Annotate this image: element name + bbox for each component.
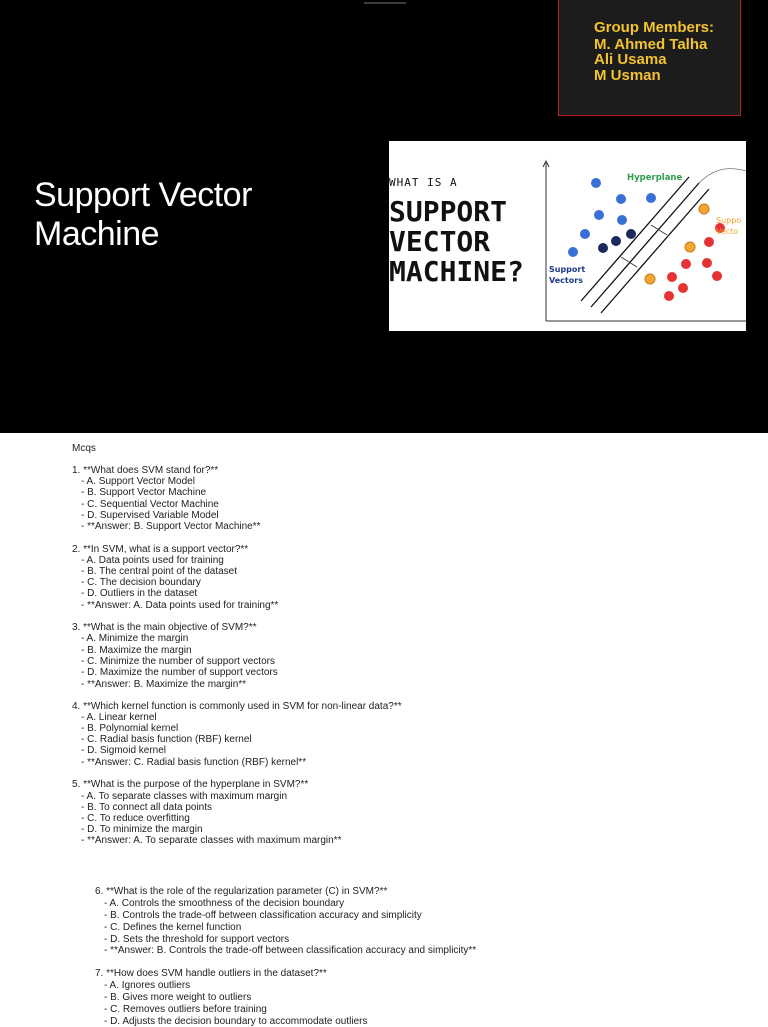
blue-point (617, 215, 627, 225)
orange-point (699, 204, 709, 214)
option-text: - B. Support Vector Machine (81, 487, 207, 498)
members-heading: Group Members: (594, 19, 715, 36)
option-text: - C. Minimize the number of support vectors (81, 656, 275, 667)
margin-arrow (621, 257, 637, 267)
option-text: - A. Support Vector Model (81, 476, 195, 487)
headline-line: SUPPORT (389, 195, 508, 228)
headline-line: VECTOR (389, 225, 491, 258)
option-text: - A. Minimize the margin (81, 633, 189, 644)
option-text: - D. Outliers in the dataset (81, 588, 198, 599)
blue-point (580, 229, 590, 239)
member-name: Ali Usama (594, 51, 667, 68)
answer-text: - **Answer: A. To separate classes with maximum margin** (81, 835, 342, 846)
option-text: - D. Maximize the number of support vectors (81, 667, 278, 678)
slide-title-line: Machine (34, 215, 160, 253)
question-text: 4. **Which kernel function is commonly used in SVM for non-linear data?** (72, 701, 402, 712)
blue-point (616, 194, 626, 204)
option-text: - C. To reduce overfitting (81, 813, 190, 824)
question-text: 6. **What is the role of the regularization parameter (C) in SVM?** (95, 886, 388, 897)
option-text: - D. Adjusts the decision boundary to accommodate outliers (104, 1016, 368, 1027)
svm-illustration (389, 141, 746, 331)
member-name: M Usman (594, 67, 661, 84)
option-text: - C. Removes outliers before training (104, 1004, 267, 1015)
blue-point (568, 247, 578, 257)
answer-text: - **Answer: A. Data points used for training** (81, 600, 279, 611)
support-vector-point (598, 243, 608, 253)
option-text: - A. Data points used for training (81, 555, 224, 566)
question-text: 2. **In SVM, what is a support vector?** (72, 544, 249, 555)
orange-point (685, 242, 695, 252)
red-point (678, 283, 688, 293)
doc-heading: Mcqs (72, 443, 96, 454)
answer-text: - **Answer: C. Radial basis function (RBF) kernel** (81, 757, 307, 768)
orange-point (645, 274, 655, 284)
red-point (712, 271, 722, 281)
support-vectors-label-right: Suppo (716, 216, 742, 225)
option-text: - D. To minimize the margin (81, 824, 203, 835)
option-text: - C. Defines the kernel function (104, 922, 242, 933)
support-vectors-label: Vectors (549, 276, 583, 285)
option-text: - D. Sets the threshold for support vectors (104, 934, 290, 945)
slide-title (34, 176, 252, 254)
top-mark (364, 2, 406, 4)
mcq-document (0, 433, 768, 1027)
option-text: - C. Radial basis function (RBF) kernel (81, 734, 252, 745)
support-vectors-label: Support (549, 265, 586, 274)
option-text: - B. To connect all data points (81, 802, 213, 813)
question-text: 5. **What is the purpose of the hyperplane in SVM?** (72, 779, 309, 790)
question-text: 7. **How does SVM handle outliers in the dataset?** (95, 968, 327, 979)
answer-text: - **Answer: B. Controls the trade-off between classification accuracy and simplicity** (104, 945, 477, 956)
margin-line (581, 177, 689, 301)
blue-point (591, 178, 601, 188)
blue-point (646, 193, 656, 203)
hyperplane-label: Hyperplane (627, 173, 683, 183)
option-text: - A. Ignores outliers (104, 980, 191, 991)
option-text: - C. Sequential Vector Machine (81, 499, 219, 510)
option-text: - B. The central point of the dataset (81, 566, 238, 577)
member-name: M. Ahmed Talha (594, 36, 708, 53)
support-vector-point (611, 236, 621, 246)
headline-line: MACHINE? (389, 255, 524, 288)
red-point (664, 291, 674, 301)
support-vectors-label-right: Vecto (716, 227, 739, 236)
red-point (704, 237, 714, 247)
title-slide (0, 0, 768, 433)
answer-text: - **Answer: B. Maximize the margin** (81, 679, 247, 690)
option-text: - A. To separate classes with maximum margin (81, 791, 288, 802)
blue-point (594, 210, 604, 220)
slide-title-line: Support Vector (34, 176, 252, 214)
red-point (681, 259, 691, 269)
margin-arrow (651, 225, 667, 235)
red-point (667, 272, 677, 282)
red-point (702, 258, 712, 268)
option-text: - B. Gives more weight to outliers (104, 992, 252, 1003)
label-leader (699, 169, 746, 183)
option-text: - C. The decision boundary (81, 577, 201, 588)
option-text: - B. Maximize the margin (81, 645, 192, 656)
answer-text: - **Answer: B. Support Vector Machine** (81, 521, 261, 532)
option-text: - A. Controls the smoothness of the decision boundary (104, 898, 345, 909)
kicker-text: WHAT IS A (389, 176, 458, 189)
option-text: - B. Controls the trade-off between classification accuracy and simplicity (104, 910, 422, 921)
group-members-box (558, 0, 741, 116)
svm-illustration-graphic (389, 141, 746, 331)
support-vector-point (626, 229, 636, 239)
option-text: - A. Linear kernel (81, 712, 157, 723)
question-text: 1. **What does SVM stand for?** (72, 465, 219, 476)
question-text: 3. **What is the main objective of SVM?** (72, 622, 257, 633)
option-text: - B. Polynomial kernel (81, 723, 179, 734)
option-text: - D. Sigmoid kernel (81, 745, 167, 756)
option-text: - D. Supervised Variable Model (81, 510, 219, 521)
